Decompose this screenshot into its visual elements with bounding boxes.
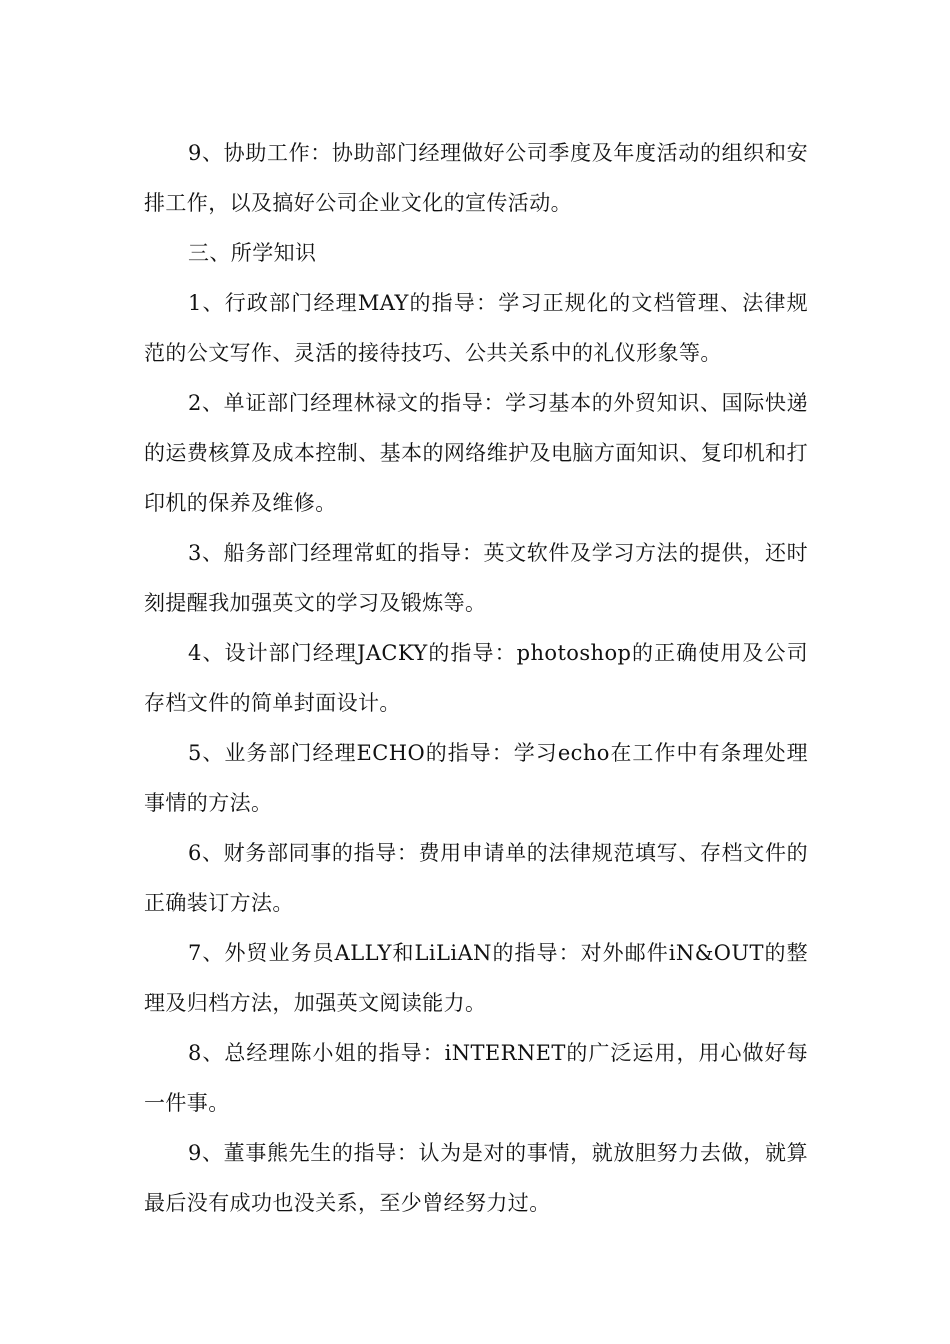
document-body bbox=[144, 128, 808, 1228]
paragraph-director: 9、董事熊先生的指导：认为是对的事情，就放胆努力去做，就算最后没有成功也没关系，至少曾经努力过。 bbox=[144, 1141, 808, 1215]
paragraph-assist-work: 9、协助工作：协助部门经理做好公司季度及年度活动的组织和安排工作，以及搞好公司企业文化的宣传活动。 bbox=[144, 141, 808, 215]
paragraph-shipping-manager: 3、船务部门经理常虹的指导：英文软件及学习方法的提供，还时刻提醒我加强英文的学习及锻炼等。 bbox=[144, 541, 808, 615]
paragraph-admin-manager: 1、行政部门经理MAY的指导：学习正规化的文档管理、法律规范的公文写作、灵活的接待技巧、公共关系中的礼仪形象等。 bbox=[144, 291, 808, 365]
paragraph-trade-staff: 7、外贸业务员ALLY和LiLiAN的指导：对外邮件iN&OUT的整理及归档方法，加强英文阅读能力。 bbox=[144, 941, 808, 1015]
paragraph-finance-colleague: 6、财务部同事的指导：费用申请单的法律规范填写、存档文件的正确装订方法。 bbox=[144, 841, 808, 915]
paragraph-general-manager: 8、总经理陈小姐的指导：iNTERNET的广泛运用，用心做好每一件事。 bbox=[144, 1041, 808, 1115]
paragraph-documents-manager: 2、单证部门经理林禄文的指导：学习基本的外贸知识、国际快递的运费核算及成本控制、基本的网络维护及电脑方面知识、复印机和打印机的保养及维修。 bbox=[144, 391, 808, 515]
paragraph-design-manager: 4、设计部门经理JACKY的指导：photoshop的正确使用及公司存档文件的简单封面设计。 bbox=[144, 641, 808, 715]
section-heading-knowledge: 三、所学知识 bbox=[188, 241, 317, 265]
paragraph-business-manager: 5、业务部门经理ECHO的指导：学习echo在工作中有条理处理事情的方法。 bbox=[144, 741, 808, 815]
